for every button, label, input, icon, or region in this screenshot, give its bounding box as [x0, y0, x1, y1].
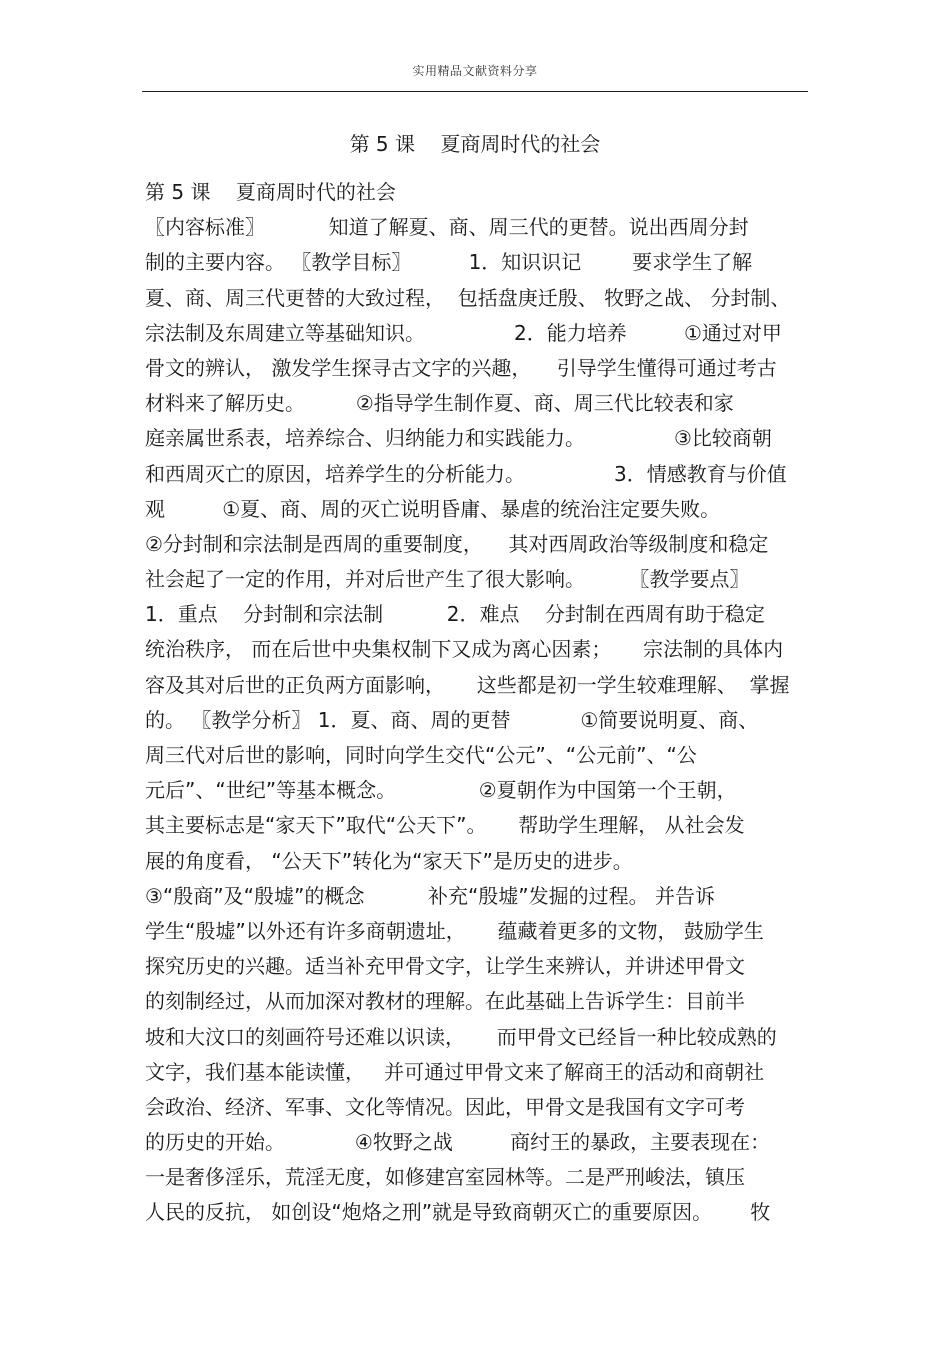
- text-line: 的刻制经过，从而加深对教材的理解。在此基础上告诉学生：目前半: [145, 989, 745, 1014]
- text-line: 学生“殷墟”以外还有许多商朝遗址， 蕴藏着更多的文物， 鼓励学生: [145, 918, 764, 943]
- text-line: 1．重点 分封制和宗法制 2．难点 分封制在西周有助于稳定: [145, 602, 765, 627]
- text-line: 统治秩序， 而在后世中央集权制下又成为离心因素； 宗法制的具体内: [145, 637, 784, 662]
- text-line: 探究历史的兴趣。适当补充甲骨文字，让学生来辨认，并讲述甲骨文: [145, 954, 745, 979]
- text-line: 其主要标志是“家天下”取代“公天下”。 帮助学生理解， 从社会发: [145, 813, 745, 838]
- text-line: 的历史的开始。 ④牧野之战 商纣王的暴政，主要表现在：: [145, 1130, 771, 1155]
- text-line: 坡和大汶口的刻画符号还难以识读， 而甲骨文已经旨一种比较成熟的: [145, 1024, 777, 1049]
- text-line: 第 5 课 夏商周时代的社会: [145, 180, 396, 204]
- text-line: 社会起了一定的作用，并对后世产生了很大影响。 〖教学要点〗: [145, 567, 750, 592]
- text-line: 展的角度看， “公天下”转化为“家天下”是历史的进步。: [145, 848, 633, 873]
- header-rule: [142, 91, 808, 92]
- document-title: 第 5 课 夏商周时代的社会: [349, 132, 601, 156]
- text-line: 的。 〖教学分析〗 1．夏、商、周的更替 ①简要说明夏、商、: [145, 707, 759, 732]
- text-line: 制的主要内容。 〖教学目标〗 1．知识识记 要求学生了解: [145, 250, 753, 275]
- body-text: [145, 175, 815, 1231]
- text-line: 元后”、“世纪”等基本概念。 ②夏朝作为中国第一个王朝，: [145, 778, 737, 803]
- text-line: 〖内容标准〗 知道了解夏、商、周三代的更替。说出西周分封: [145, 215, 749, 240]
- text-line: 周三代对后世的影响，同时向学生交代“公元”、“公元前”、“公: [145, 743, 697, 767]
- text-line: 文字，我们基本能读懂， 并可通过甲骨文来了解商王的活动和商朝社: [145, 1059, 765, 1084]
- text-line: 材料来了解历史。 ②指导学生制作夏、商、周三代比较表和家: [145, 391, 734, 416]
- text-line: ③“殷商”及“殷墟”的概念 补充“殷墟”发掘的过程。 并告诉: [145, 883, 716, 908]
- text-line: 和西周灭亡的原因，培养学生的分析能力。 3．情感教育与价值: [145, 461, 787, 486]
- text-line: 夏、商、周三代更替的大致过程， 包括盘庚迁殷、 牧野之战、 分封制、: [145, 285, 791, 310]
- text-line: 人民的反抗， 如创设“炮烙之刑”就是导致商朝灭亡的重要原因。 牧: [145, 1200, 771, 1225]
- text-line: 容及其对后世的正负两方面影响， 这些都是初一学生较难理解、 掌握: [145, 672, 790, 697]
- text-line: 观 ①夏、商、周的灭亡说明昏庸、暴虐的统治注定要失败。: [145, 496, 721, 521]
- text-line: 骨文的辨认， 激发学生探寻古文字的兴趣， 引导学生懂得可通过考古: [145, 355, 777, 380]
- page-header: 实用精品文献资料分享: [412, 64, 538, 78]
- text-line: 宗法制及东周建立等基础知识。 2．能力培养 ①通过对甲: [145, 320, 782, 345]
- text-line: ②分封制和宗法制是西周的重要制度， 其对西周政治等级制度和稳定: [145, 531, 769, 556]
- text-line: 庭亲属世系表，培养综合、归纳能力和实践能力。 ③比较商朝: [145, 426, 772, 451]
- text-line: 一是奢侈淫乐，荒淫无度，如修建宫室园林等。二是严刑峻法，镇压: [145, 1165, 745, 1190]
- text-line: 会政治、经济、军事、文化等情况。因此，甲骨文是我国有文字可考: [145, 1094, 745, 1119]
